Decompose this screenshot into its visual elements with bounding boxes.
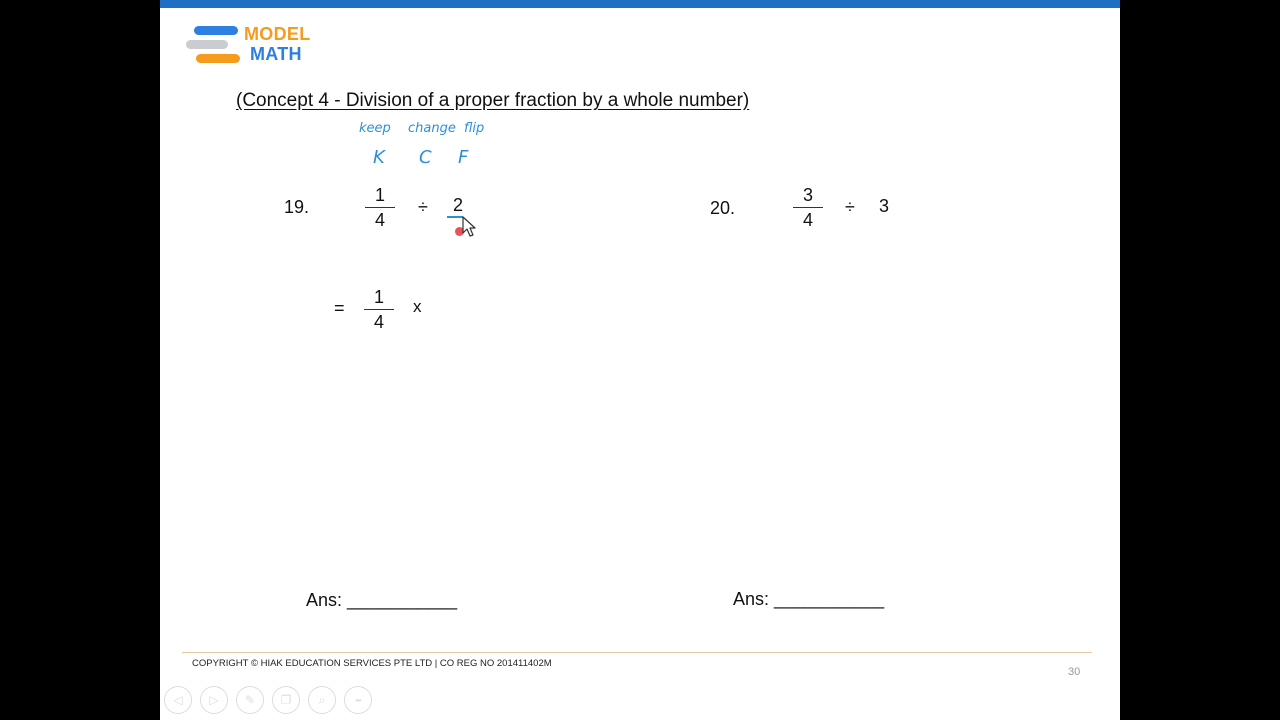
annotation-keep: keep — [359, 121, 391, 136]
logo-text-model: MODEL — [244, 24, 311, 44]
next-slide-button[interactable] — [200, 686, 228, 714]
annotation-f: F — [458, 147, 469, 168]
more-icon: ••• — [355, 695, 361, 705]
annotation-change: change — [408, 121, 456, 136]
q19-step-multiply-sign: x — [413, 297, 422, 316]
logo-text-math: MATH — [250, 44, 302, 64]
logo-bar-blue — [194, 26, 238, 35]
q19-fraction-numerator: 1 — [374, 185, 385, 205]
q20-fraction-denominator: 4 — [802, 210, 813, 230]
q20-divisor: 3 — [879, 196, 890, 216]
logo-bar-grey — [186, 40, 228, 49]
slides-icon: ❐ — [280, 693, 292, 707]
q19-fraction — [365, 184, 395, 231]
more-options-button[interactable] — [344, 686, 372, 714]
q19-step-denominator: 4 — [373, 312, 384, 332]
slide-top-bar — [160, 0, 1120, 8]
q19-step-numerator: 1 — [373, 287, 384, 307]
pen-icon: ✎ — [244, 693, 256, 707]
question-20-number: 20. — [710, 198, 736, 218]
q20-answer-line: Ans: ___________ — [733, 589, 885, 609]
q19-step-equals: = — [334, 298, 345, 318]
annotation-c: C — [419, 147, 432, 168]
pen-tool-button[interactable] — [236, 686, 264, 714]
presentation-controls — [164, 686, 372, 714]
zoom-button[interactable] — [308, 686, 336, 714]
concept-title: (Concept 4 - Division of a proper fraction by a whole number) — [236, 90, 750, 111]
q20-fraction-numerator: 3 — [802, 185, 813, 205]
logo-bar-orange — [196, 54, 240, 63]
zoom-icon: ⌕ — [318, 692, 326, 707]
q19-fraction-bar — [365, 207, 395, 208]
q19-divide-sign: ÷ — [418, 197, 428, 217]
footer-copyright: COPYRIGHT © HIAK EDUCATION SERVICES PTE LTD | CO REG NO 201411402M — [192, 658, 552, 669]
annotation-k: K — [373, 147, 385, 168]
q19-step-fraction-bar — [364, 309, 394, 310]
page-number: 30 — [1068, 666, 1081, 678]
q19-divisor: 2 — [453, 195, 464, 215]
annotation-fraction-stroke — [447, 216, 463, 218]
question-19-number: 19. — [284, 197, 310, 217]
q19-step-fraction — [364, 286, 394, 333]
q20-fraction — [793, 184, 823, 231]
annotation-flip: flip — [464, 121, 485, 136]
q19-answer-line: Ans: ___________ — [306, 590, 458, 610]
see-all-slides-button[interactable] — [272, 686, 300, 714]
q20-fraction-bar — [793, 207, 823, 208]
q19-fraction-denominator: 4 — [374, 210, 385, 230]
slide — [160, 0, 1120, 720]
next-icon: ▷ — [209, 693, 219, 707]
footer-divider — [182, 652, 1092, 653]
model-math-logo — [186, 24, 326, 68]
previous-icon: ◁ — [173, 693, 183, 707]
q20-divide-sign: ÷ — [845, 197, 855, 217]
mouse-cursor-icon — [462, 216, 478, 238]
previous-slide-button[interactable] — [164, 686, 192, 714]
